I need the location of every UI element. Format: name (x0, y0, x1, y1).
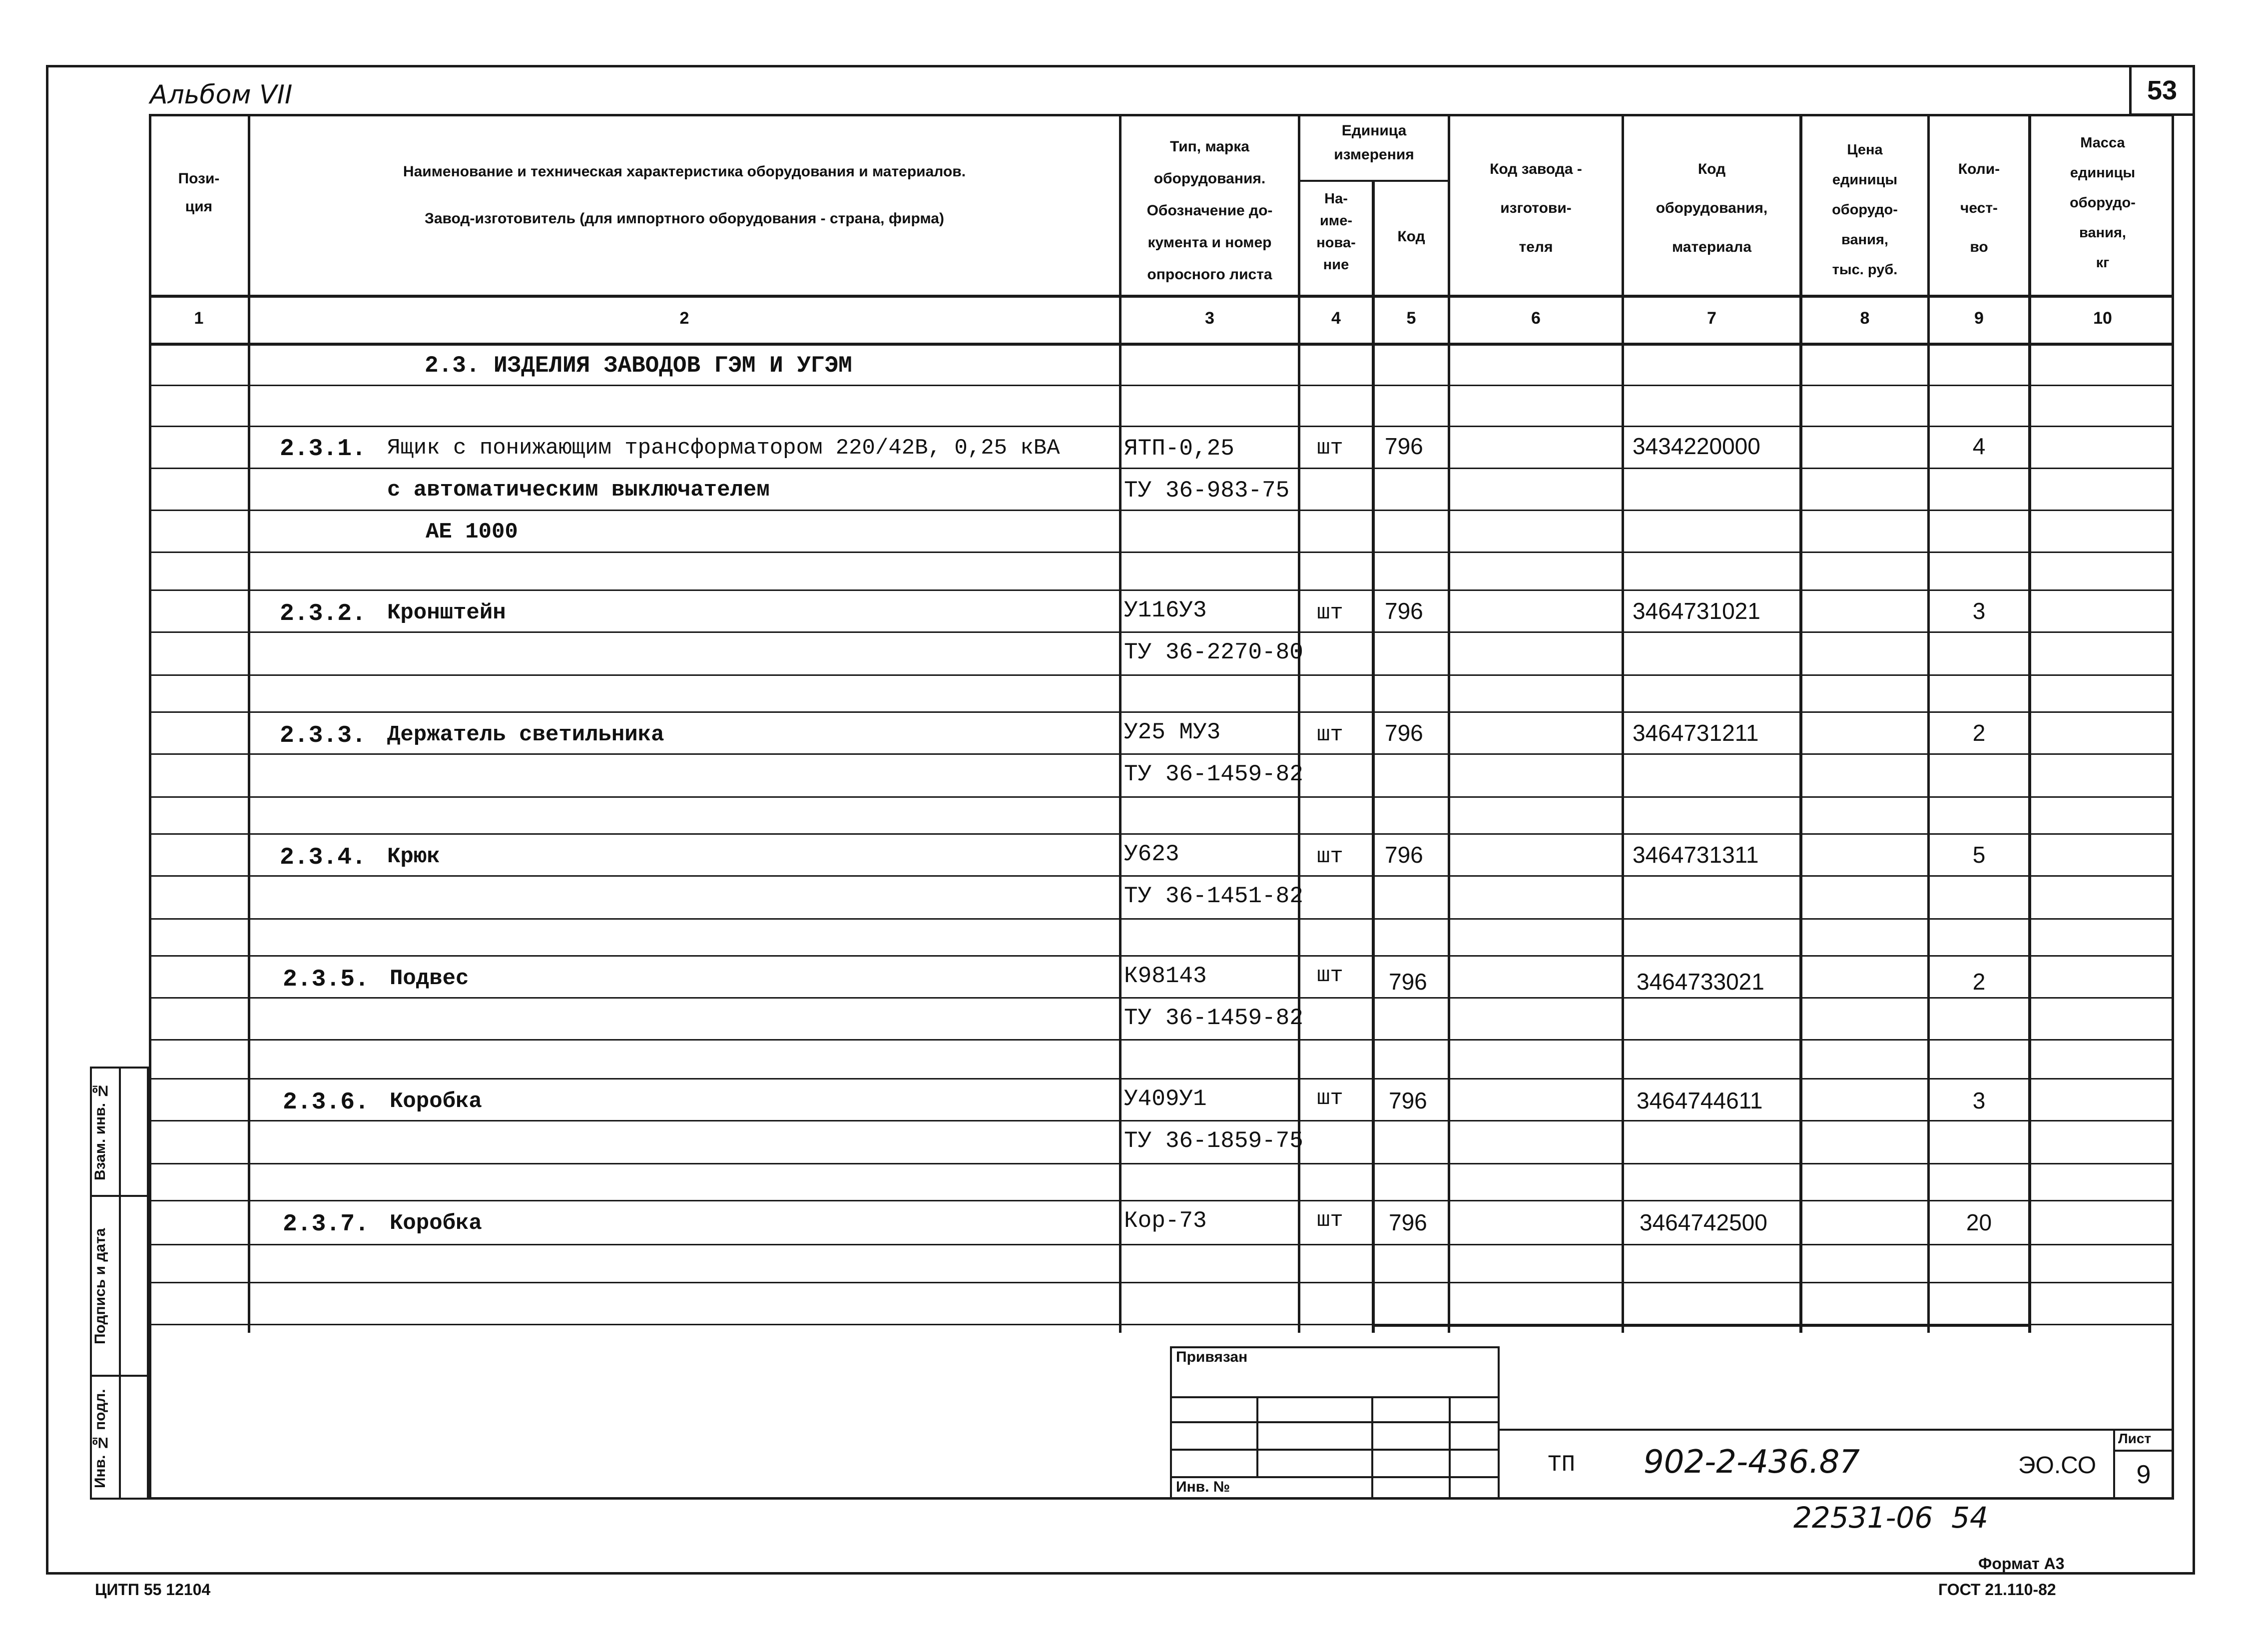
item-unit: шт (1317, 722, 1343, 747)
row-line (149, 385, 2174, 386)
row-line (149, 753, 2174, 755)
row-line (149, 1078, 2174, 1080)
colnum-8: 8 (1860, 309, 1870, 328)
header-maker-code: Код завода - изготови- теля (1490, 161, 1582, 255)
item-type: У116У3 (1124, 597, 1207, 623)
item-number: 2.3.6. (283, 1089, 369, 1116)
colnum-7: 7 (1707, 309, 1716, 328)
item-unit: шт (1317, 600, 1343, 625)
row-line (149, 1282, 2174, 1283)
row-line (149, 875, 2174, 877)
colnum-9: 9 (1974, 309, 1984, 328)
colnum-6: 6 (1531, 309, 1541, 328)
stamp-inv-no: Инв. № (1176, 1479, 1230, 1495)
item-type: У25 МУ3 (1124, 719, 1221, 745)
item-qty: 2 (1972, 720, 1986, 746)
row-line (149, 674, 2174, 676)
item-unit: шт (1317, 436, 1343, 461)
row-line (149, 955, 2174, 957)
item-unit-code: 796 (1389, 969, 1427, 995)
handwritten-number: 22531-06 54 (1793, 1501, 1988, 1535)
row-line (149, 1120, 2174, 1121)
item-number: 2.3.7. (283, 1211, 369, 1238)
item-unit-code: 796 (1389, 1088, 1427, 1113)
item-unit-code: 796 (1385, 433, 1423, 459)
header-mass: Масса единицы оборудо- вания, кг (2070, 135, 2136, 271)
item-type: ТУ 36-1459-82 (1124, 761, 1303, 787)
item-qty: 2 (1972, 969, 1986, 995)
doc-code: ЭО.СО (2018, 1452, 2097, 1479)
colnum-10: 10 (2093, 309, 2112, 328)
album-label: Альбом VII (150, 80, 293, 110)
item-qty: 3 (1972, 598, 1986, 624)
item-name: Крюк (387, 844, 440, 869)
item-type: У409У1 (1124, 1086, 1207, 1112)
colnum-1: 1 (194, 309, 204, 328)
item-number: 2.3.4. (280, 844, 366, 871)
item-name: Держатель светильника (387, 722, 664, 747)
row-line (149, 589, 2174, 591)
item-unit-code: 796 (1385, 598, 1423, 624)
row-line (149, 1200, 2174, 1201)
row-line (149, 796, 2174, 798)
item-number: 2.3.3. (280, 722, 366, 749)
colnum-5: 5 (1406, 309, 1416, 328)
item-name: Коробка (390, 1211, 482, 1236)
section-title: 2.3. ИЗДЕЛИЯ ЗАВОДОВ ГЭМ И УГЭМ (425, 353, 852, 379)
item-code: 3464731021 (1633, 598, 1760, 624)
header-quantity: Коли- чест- во (1958, 161, 2000, 255)
item-qty: 5 (1972, 842, 1986, 868)
list-number: 9 (2136, 1460, 2151, 1489)
side-label-inv: Инв. № подл. (92, 1389, 108, 1489)
item-type: ТУ 36-1451-82 (1124, 883, 1303, 909)
item-qty: 20 (1966, 1209, 1992, 1235)
item-name: Коробка (390, 1089, 482, 1114)
item-unit: шт (1317, 1208, 1343, 1233)
item-code: 3464731211 (1633, 720, 1759, 746)
row-line (149, 551, 2174, 553)
format-label: Формат А3 (1978, 1555, 2065, 1573)
item-unit: шт (1317, 963, 1343, 988)
side-label-vzam: Взам. инв. № (92, 1082, 108, 1181)
item-type: ТУ 36-1459-82 (1124, 1005, 1303, 1031)
row-line (149, 468, 2174, 469)
item-unit-code: 796 (1389, 1209, 1427, 1235)
row-line (149, 631, 2174, 633)
item-type: ТУ 36-1859-75 (1124, 1128, 1303, 1154)
colnum-2: 2 (679, 309, 689, 328)
item-name: с автоматическим выключателем (387, 478, 770, 503)
gost-label: ГОСТ 21.110-82 (1938, 1581, 2056, 1599)
header-equipment-code: Код оборудования, материала (1656, 161, 1768, 255)
row-line (149, 510, 2174, 511)
header-name-line2: Завод-изготовитель (для импортного оборудования - страна, фирма) (425, 210, 944, 227)
item-unit: шт (1317, 844, 1343, 869)
header-unit-name: На- име- нова- ние (1316, 191, 1356, 273)
item-number: 2.3.2. (280, 600, 366, 627)
item-name: Кронштейн (387, 600, 506, 625)
side-label-podpis: Подпись и дата (92, 1228, 108, 1345)
row-line (149, 1039, 2174, 1041)
colnum-3: 3 (1205, 309, 1214, 328)
item-unit: шт (1317, 1086, 1343, 1111)
header-position: Пози- ция (178, 170, 220, 215)
item-unit-code: 796 (1385, 842, 1423, 868)
row-line (149, 918, 2174, 920)
item-code: 3464744611 (1637, 1088, 1763, 1113)
tp-prefix: ТП (1548, 1452, 1576, 1478)
row-line (149, 1163, 2174, 1164)
item-code: 3464731311 (1633, 842, 1759, 868)
header-name-line1: Наименование и техническая характеристика оборудования и материалов. (403, 163, 966, 180)
item-name: Ящик с понижающим трансформатором 220/42В, 0,25 кВА (387, 436, 1060, 461)
item-type: К98143 (1124, 963, 1207, 989)
page-number: 53 (2147, 75, 2178, 105)
item-type: Кор-73 (1124, 1208, 1207, 1234)
row-line (149, 833, 2174, 835)
colnum-4: 4 (1331, 309, 1341, 328)
list-label: Лист (2118, 1431, 2152, 1446)
header-type: Тип, марка оборудования. Обозначение до- кумента и номер опросного листа (1146, 138, 1273, 283)
tp-number: 902-2-436.87 (1644, 1444, 1860, 1481)
item-type: У623 (1124, 841, 1179, 867)
item-code: 3434220000 (1633, 433, 1760, 459)
item-qty: 3 (1972, 1088, 1986, 1113)
item-type: ТУ 36-983-75 (1124, 478, 1290, 504)
item-number: 2.3.1. (280, 436, 366, 463)
citp-label: ЦИТП 55 12104 (95, 1581, 211, 1599)
item-type: ТУ 36-2270-80 (1124, 639, 1303, 665)
row-line (149, 997, 2174, 999)
item-type: ЯТП-0,25 (1124, 436, 1234, 462)
row-line (149, 1244, 2174, 1245)
stamp-privyazan: Привязан (1176, 1349, 1248, 1365)
header-price: Цена единицы оборудо- вания, тыс. руб. (1832, 142, 1898, 278)
item-code: 3464742500 (1640, 1209, 1767, 1235)
row-line (149, 426, 2174, 427)
header-unit-code: Код (1397, 228, 1425, 245)
item-name: Подвес (390, 966, 469, 991)
item-number: 2.3.5. (283, 966, 369, 993)
item-qty: 4 (1972, 433, 1986, 459)
item-code: 3464733021 (1637, 969, 1764, 995)
item-name: АЕ 1000 (426, 520, 518, 545)
header-unit-group: Единица измерения (1334, 122, 1414, 163)
row-line (149, 711, 2174, 713)
item-unit-code: 796 (1385, 720, 1423, 746)
